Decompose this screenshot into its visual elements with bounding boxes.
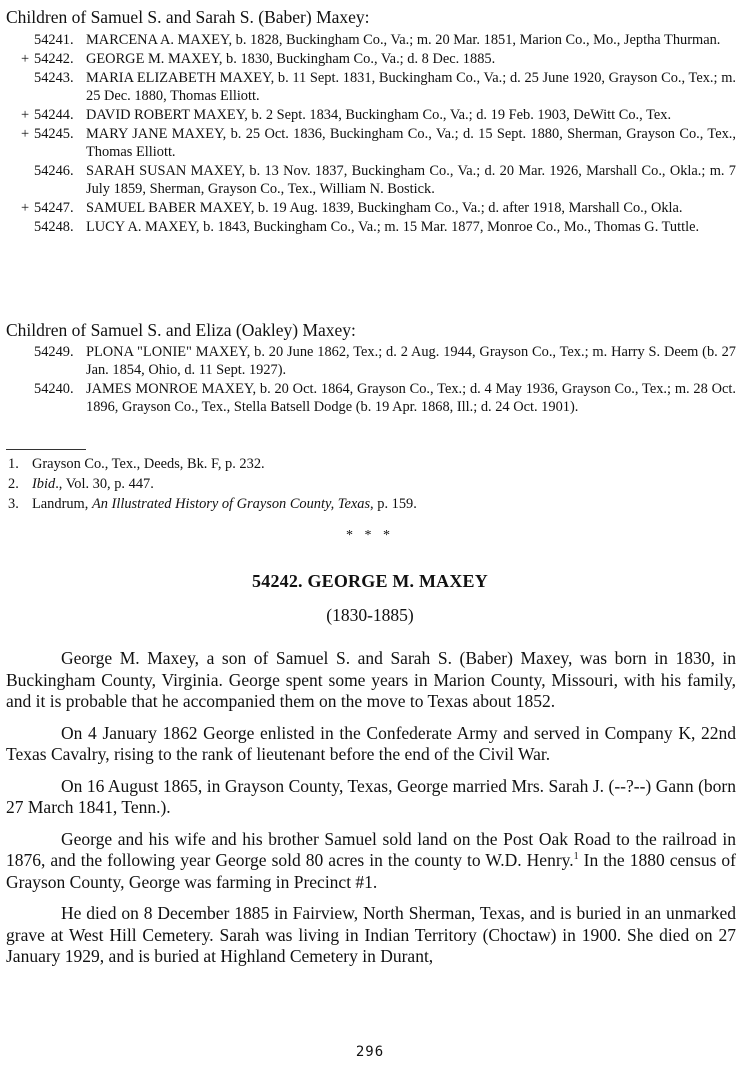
footnote — [8, 454, 728, 474]
child-entry — [34, 380, 736, 416]
footnote-author: Landrum, — [32, 496, 92, 512]
progeny-mark: + — [20, 107, 30, 123]
children-list-oakley — [0, 343, 750, 417]
progeny-mark: + — [20, 51, 30, 67]
child-entry — [34, 343, 736, 379]
body-paragraph — [6, 723, 736, 766]
paragraph-text-continued: In the 1880 census of Grayson County, George was farming in Precinct #1. — [6, 850, 736, 892]
footnote-text: Grayson Co., Tex., Deeds, Bk. F, p. 232. — [32, 456, 265, 472]
child-entry — [20, 50, 736, 68]
entry-number: 54245. — [34, 126, 74, 142]
page-number: 296 — [355, 1044, 385, 1060]
body-paragraph — [6, 648, 736, 713]
entry-number: 54246. — [34, 163, 74, 179]
entry-number: 54241. — [34, 32, 74, 48]
footnote-rule — [6, 449, 86, 450]
paragraph-text: He died on 8 December 1885 in Fairview, North Sherman, Texas, and is buried in an unmarked grave at West Hill Cemetery. Sarah was living in Indian Territory (Choctaw) in 1900. She died on 27 January 1929, and is buried at Highland Cemetery in Durant, — [6, 903, 736, 966]
entry-text: MARCENA A. MAXEY, b. 1828, Buckingham Co., Va.; m. 20 Mar. 1851, Marion Co., Mo., Jeptha Thurman. — [86, 32, 721, 48]
paragraph-text: On 16 August 1865, in Grayson County, Texas, George married Mrs. Sarah J. (--?--) Gann (born 27 March 1841, Tenn.). — [6, 775, 736, 817]
footnote-number: 1. — [8, 456, 19, 472]
child-entry — [34, 162, 736, 198]
entry-text: MARIA ELIZABETH MAXEY, b. 11 Sept. 1831, Buckingham Co., Va.; d. 25 June 1920, Grayson Co., Tex.; m. 25 Dec. 1880, Thomas Elliott. — [86, 70, 736, 104]
footnotes — [8, 454, 728, 514]
footnote — [8, 494, 728, 514]
entry-text: LUCY A. MAXEY, b. 1843, Buckingham Co., Va.; m. 15 Mar. 1877, Monroe Co., Mo., Thomas G. Tuttle. — [86, 219, 700, 235]
children-heading-baber: Children of Samuel S. and Sarah S. (Baber) Maxey: — [6, 7, 370, 27]
entry-number: 54248. — [34, 219, 74, 235]
entry-number: 54247. — [34, 200, 74, 216]
body-paragraph — [6, 903, 736, 968]
footnote-text: ., Vol. 30, p. 447. — [55, 476, 154, 492]
entry-number: 54243. — [34, 70, 74, 86]
footnote-reference: 1 — [573, 851, 579, 863]
paragraph-text: George and his wife and his brother Samuel sold land on the Post Oak Road to the railroad in 1876, and the following year George sold 80 acres in the county to W.D. Henry. — [6, 828, 736, 870]
footnote-title: An Illustrated History of Grayson County, Texas — [91, 496, 371, 512]
child-entry — [20, 106, 736, 124]
entry-text: PLONA "LONIE" MAXEY, b. 20 June 1862, Tex.; d. 2 Aug. 1944, Grayson Co., Tex.; m. Harry S. Deem (b. 27 Jan. 1854, Ohio, d. 11 Sept. 1927). — [86, 344, 736, 378]
paragraph-text: George M. Maxey, a son of Samuel S. and Sarah S. (Baber) Maxey, was born in 1830, in Buckingham County, Virginia. George spent some years in Marion County, Missouri, with his family, and it is probable that he accompanied them on the move to Texas about 1852. — [6, 648, 736, 711]
children-list-baber — [0, 31, 750, 237]
entry-text: JAMES MONROE MAXEY, b. 20 Oct. 1864, Grayson Co., Tex.; d. 4 May 1936, Grayson Co., Tex.; m. 28 Oct. 1896, Grayson Co., Tex., Stella Batsell Dodge (b. 19 Apr. 1868, Ill.; d. 24 Oct. 1901). — [86, 381, 736, 415]
entry-number: 54242. — [34, 51, 74, 67]
entry-text: SAMUEL BABER MAXEY, b. 19 Aug. 1839, Buckingham Co., Va.; d. after 1918, Marshall Co., Okla. — [86, 200, 683, 216]
progeny-mark: + — [20, 200, 30, 216]
entry-number: 54249. — [34, 344, 74, 360]
footnote-number: 3. — [8, 496, 19, 512]
section-title: 54242. GEORGE M. MAXEY — [252, 571, 488, 591]
section-dates: (1830-1885) — [326, 605, 414, 625]
body-paragraph — [6, 776, 736, 819]
entry-number: 54244. — [34, 107, 74, 123]
footnote — [8, 474, 728, 494]
entry-number: 54240. — [34, 381, 74, 397]
child-entry — [34, 218, 736, 236]
entry-text: MARY JANE MAXEY, b. 25 Oct. 1836, Buckingham Co., Va.; d. 15 Sept. 1880, Sherman, Grayson Co., Tex., Thomas Elliott. — [86, 126, 736, 160]
section-separator: * * * — [346, 528, 394, 543]
entry-text: SARAH SUSAN MAXEY, b. 13 Nov. 1837, Buckingham Co., Va.; d. 20 Mar. 1926, Marshall Co., Okla.; m. 7 July 1859, Sherman, Grayson Co., Tex., William N. Bostick. — [86, 163, 736, 197]
footnote-number: 2. — [8, 476, 19, 492]
entry-text: DAVID ROBERT MAXEY, b. 2 Sept. 1834, Buckingham Co., Va.; d. 19 Feb. 1903, DeWitt Co., Tex. — [86, 107, 672, 123]
progeny-mark: + — [20, 126, 30, 142]
body-paragraph — [6, 829, 736, 894]
child-entry — [20, 125, 736, 161]
biography-text — [6, 648, 736, 978]
entry-text: GEORGE M. MAXEY, b. 1830, Buckingham Co., Va.; d. 8 Dec. 1885. — [86, 51, 496, 67]
footnote-title: Ibid — [32, 476, 56, 492]
child-entry — [34, 31, 736, 49]
child-entry — [20, 199, 736, 217]
child-entry — [34, 69, 736, 105]
footnote-text: , p. 159. — [370, 496, 417, 512]
children-heading-oakley: Children of Samuel S. and Eliza (Oakley) Maxey: — [6, 320, 356, 340]
paragraph-text: On 4 January 1862 George enlisted in the Confederate Army and served in Company K, 22nd Texas Cavalry, rising to the rank of lieutenant before the end of the Civil War. — [6, 722, 736, 764]
